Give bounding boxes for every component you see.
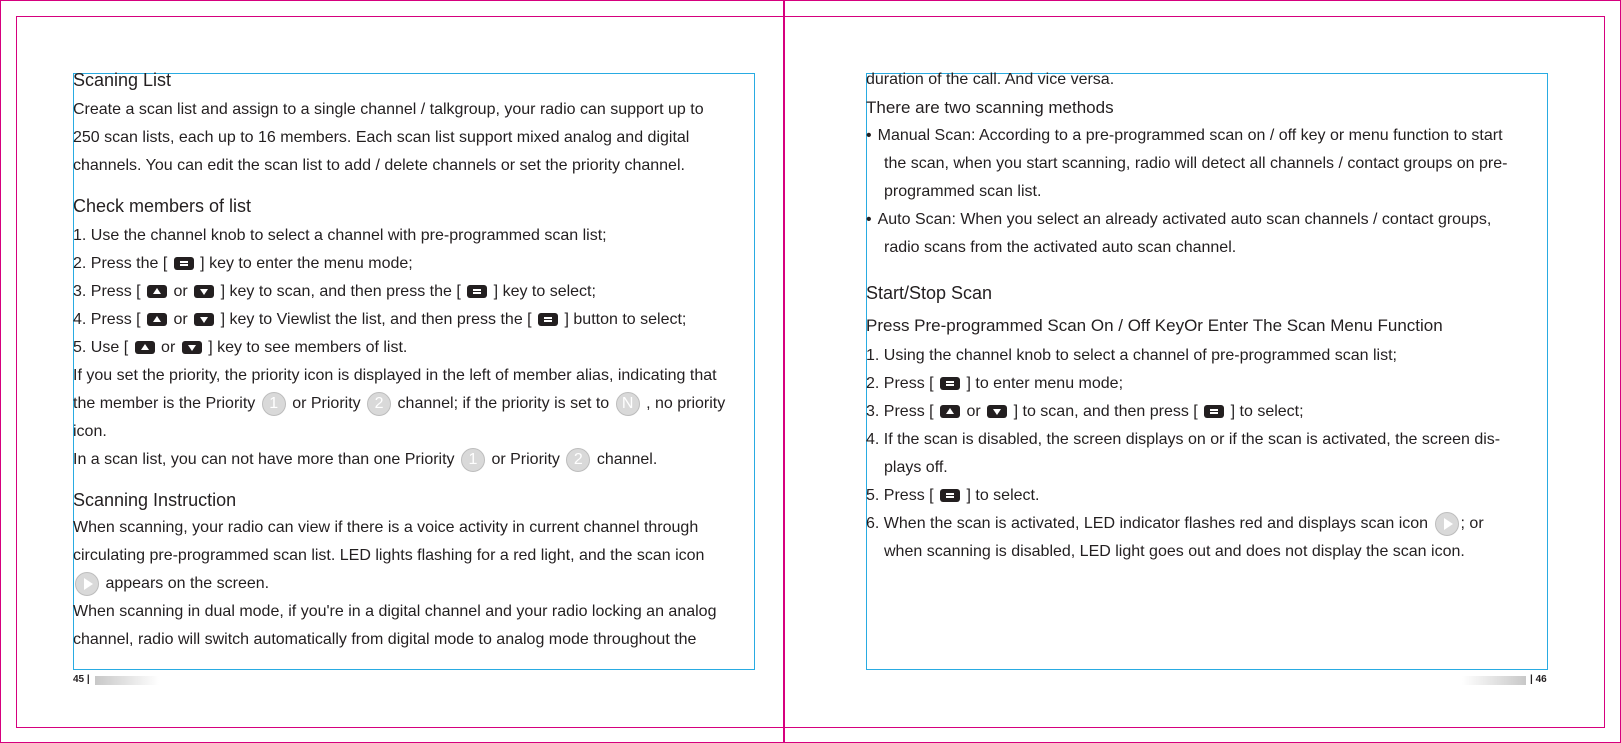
priority-line-2 [73, 390, 725, 418]
up-key-icon [135, 341, 155, 354]
auto-scan-line: radio scans from the activated auto scan channel. [884, 239, 1237, 256]
up-key-icon [940, 405, 960, 418]
intro-line: duration of the call. And vice versa. [866, 71, 1115, 88]
right-page-number: | 46 [1530, 674, 1547, 685]
down-key-icon [194, 313, 214, 326]
menu-key-icon [174, 257, 194, 270]
step-text: 5. Use [ [73, 339, 129, 356]
instruction-line: When scanning, your radio can view if there is a voice activity in current channel through [73, 519, 699, 536]
start-step-3 [866, 398, 1507, 426]
menu-key-icon [538, 313, 558, 326]
step-text: ] to enter menu mode; [966, 375, 1124, 392]
priority-text: the member is the Priority [73, 395, 256, 412]
instruction-line: circulating pre-programmed scan list. LED lights flashing for a red light, and the scan icon [73, 547, 705, 564]
down-key-icon [987, 405, 1007, 418]
step-text: ] to select; [1230, 403, 1304, 420]
auto-scan-bullet: • Auto Scan: When you select an already activated auto scan channels / contact groups, [866, 206, 1507, 234]
up-key-icon [147, 313, 167, 326]
scanning-methods-heading: There are two scanning methods [866, 98, 1114, 117]
page-number-text: 46 [1535, 674, 1547, 685]
step-text: 3. Press [ [866, 403, 934, 420]
start-step-6-cont: when scanning is disabled, LED light goes out and does not display the scan icon. [884, 543, 1465, 560]
step-text: or [173, 311, 188, 328]
priority-text: , no priority [646, 395, 726, 412]
priority-text: In a scan list, you can not have more than one Priority [73, 451, 455, 468]
priority-line-1: If you set the priority, the priority icon is displayed in the left of member alias, indicating that [73, 367, 717, 384]
step-text: ] key to select; [493, 283, 596, 300]
step-text: or [966, 403, 981, 420]
scan-list-line: channels. You can edit the scan list to add / delete channels or set the priority channel. [73, 157, 685, 174]
step-text: ] key to enter the menu mode; [200, 255, 413, 272]
right-page-content [866, 66, 1507, 566]
start-step-4: 4. If the scan is disabled, the screen displays on or if the scan is activated, the screen dis- [866, 431, 1501, 448]
manual-scan-line: programmed scan list. [884, 183, 1042, 200]
step-text: 2. Press [ [866, 375, 934, 392]
priority-text: or Priority [491, 451, 560, 468]
menu-key-icon [940, 377, 960, 390]
menu-key-icon [1204, 405, 1224, 418]
left-page-content [73, 66, 725, 654]
step-text: ] key to see members of list. [208, 339, 408, 356]
start-stop-heading: Start/Stop Scan [866, 283, 993, 303]
priority-text: channel. [596, 451, 658, 468]
start-stop-subheading: Press Pre-programmed Scan On / Off KeyOr Enter The Scan Menu Function [866, 316, 1443, 335]
step-text: 5. Press [ [866, 487, 934, 504]
manual-scan-bullet: • Manual Scan: According to a pre-programmed scan on / off key or menu function to start [866, 122, 1507, 150]
scan-list-heading: Scaning List [73, 70, 172, 90]
priority-n-icon: N [616, 392, 640, 416]
priority-2-icon: 2 [566, 448, 590, 472]
priority-text: channel; if the priority is set to [397, 395, 610, 412]
step-text: 3. Press [ [73, 283, 141, 300]
start-step-2 [866, 370, 1507, 398]
instruction-text: appears on the screen. [105, 575, 270, 592]
step-text: ] key to Viewlist the list, and then press the [ [220, 311, 532, 328]
start-step-4-cont: plays off. [884, 459, 948, 476]
left-footer-gradient-bar [95, 676, 159, 685]
priority-line-3: icon. [73, 423, 107, 440]
scan-list-line: Create a scan list and assign to a single channel / talkgroup, your radio can support up to [73, 101, 704, 118]
check-step-1: 1. Use the channel knob to select a channel with pre-programmed scan list; [73, 227, 607, 244]
check-step-2 [73, 250, 725, 278]
check-step-4 [73, 306, 725, 334]
step-text: or [161, 339, 176, 356]
step-text: ] button to select; [564, 311, 687, 328]
step-text: ] key to scan, and then press the [ [220, 283, 461, 300]
step-text: ; or [1460, 515, 1484, 532]
scan-list-line: 250 scan lists, each up to 16 members. Each scan list support mixed analog and digital [73, 129, 690, 146]
start-step-5 [866, 482, 1507, 510]
start-step-1: 1. Using the channel knob to select a channel of pre-programmed scan list; [866, 347, 1397, 364]
up-key-icon [147, 285, 167, 298]
priority-2-icon: 2 [367, 392, 391, 416]
menu-key-icon [940, 489, 960, 502]
check-members-heading: Check members of list [73, 196, 252, 216]
scan-icon [1435, 512, 1459, 536]
manual-scan-line: the scan, when you start scanning, radio will detect all channels / contact groups on pre- [884, 155, 1508, 172]
instruction-line: When scanning in dual mode, if you're in a digital channel and your radio locking an analog [73, 603, 717, 620]
down-key-icon [182, 341, 202, 354]
step-text: ] to select. [966, 487, 1040, 504]
check-step-5 [73, 334, 725, 362]
scan-icon [75, 572, 99, 596]
start-step-6 [866, 510, 1507, 538]
menu-key-icon [467, 285, 487, 298]
priority-text: or Priority [292, 395, 361, 412]
step-text: 2. Press the [ [73, 255, 168, 272]
priority-1-icon: 1 [461, 448, 485, 472]
right-footer-gradient-bar [1462, 676, 1526, 685]
page-number-text: 45 [73, 674, 85, 685]
scanning-instruction-heading: Scanning Instruction [73, 490, 237, 510]
step-text: or [173, 283, 188, 300]
priority-1-icon: 1 [262, 392, 286, 416]
instruction-line [73, 570, 725, 598]
priority-line-4 [73, 446, 725, 474]
down-key-icon [194, 285, 214, 298]
left-page-number: 45 | [73, 674, 90, 685]
step-text: 4. Press [ [73, 311, 141, 328]
instruction-line: channel, radio will switch automatically from digital mode to analog mode throughout the [73, 631, 697, 648]
step-text: 6. When the scan is activated, LED indicator flashes red and displays scan icon [866, 515, 1429, 532]
check-step-3 [73, 278, 725, 306]
step-text: ] to scan, and then press [ [1013, 403, 1198, 420]
